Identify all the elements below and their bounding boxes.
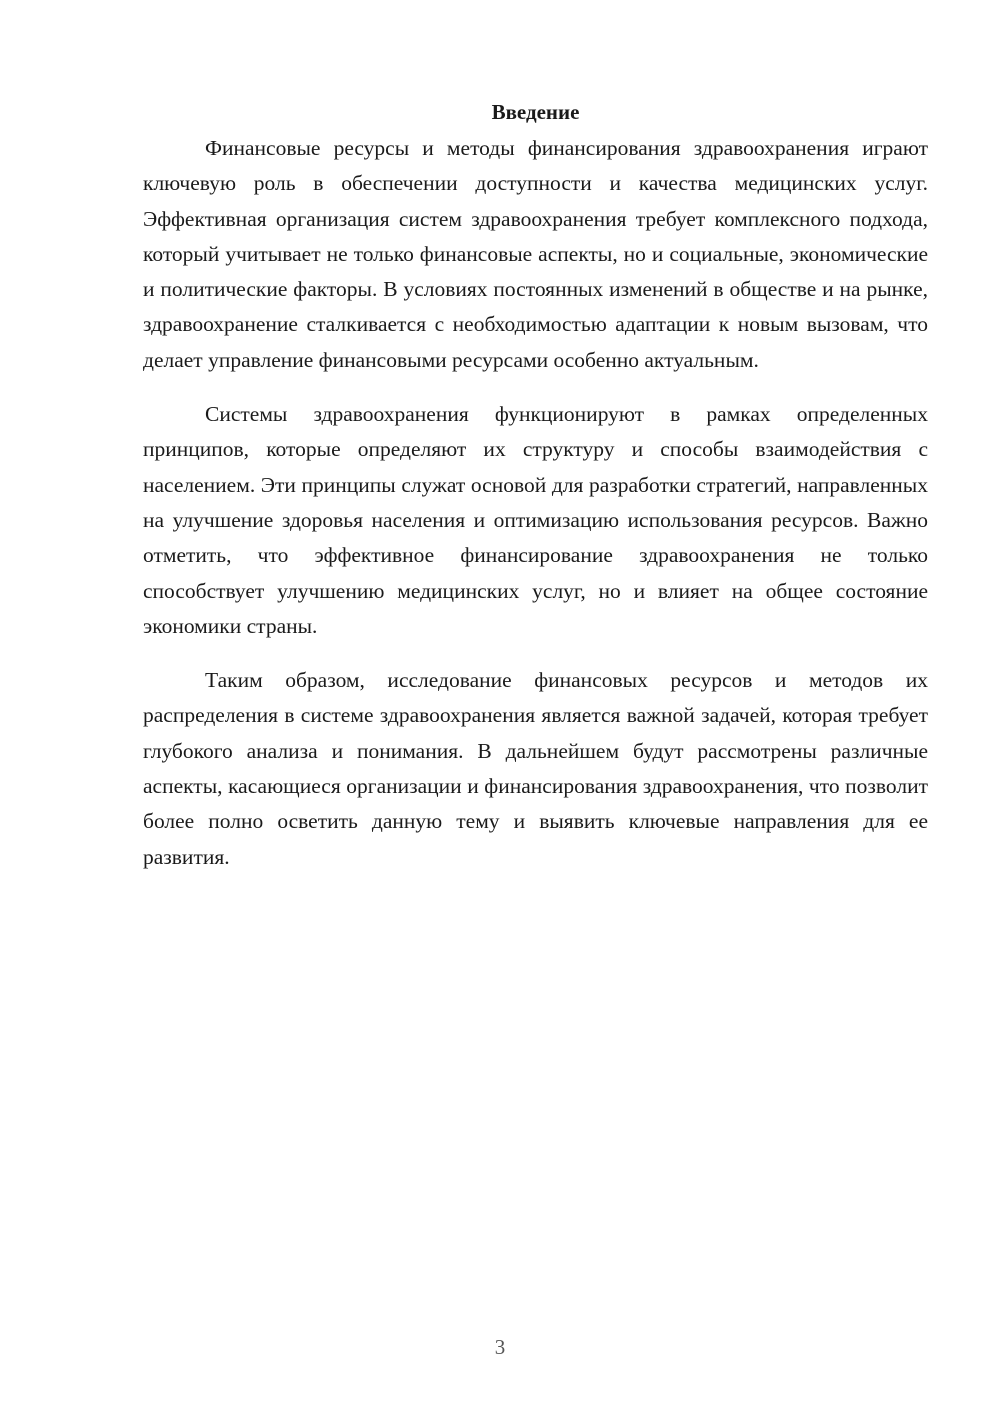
page-number: 3 (494, 1335, 506, 1359)
paragraph-3: Таким образом, исследование финансовых ресурсов и методов их распределения в системе здравоохранения является важной задачей, которая требует глубокого анализа и понимания. В дальнейшем будут рассмотрены различные аспекты, касающиеся организации и финансирования здравоохранения, что позволит более полно осветить данную тему и выявить ключевые направления для ее развития. (143, 668, 928, 869)
section-title: Введение (491, 100, 580, 124)
paragraph-2: Системы здравоохранения функционируют в рамках определенных принципов, которые определяют их структуру и способы взаимодействия с населением. Эти принципы служат основой для разработки стратегий, направленных на улучшение здоровья населения и оптимизацию использования ресурсов. Важно отметить, что эффективное финансирование здравоохранения не только способствует улучшению медицинских услуг, но и влияет на общее состояние экономики страны. (143, 402, 928, 638)
paragraph-1: Финансовые ресурсы и методы финансирования здравоохранения играют ключевую роль в обеспечении доступности и качества медицинских услуг. Эффективная организация систем здравоохранения требует комплексного подхода, который учитывает не только финансовые аспекты, но и социальные, экономические и политические факторы. В условиях постоянных изменений в обществе и на рынке, здравоохранение сталкивается с необходимостью адаптации к новым вызовам, что делает управление финансовыми ресурсами особенно актуальным. (143, 136, 928, 372)
page-content (143, 97, 928, 875)
